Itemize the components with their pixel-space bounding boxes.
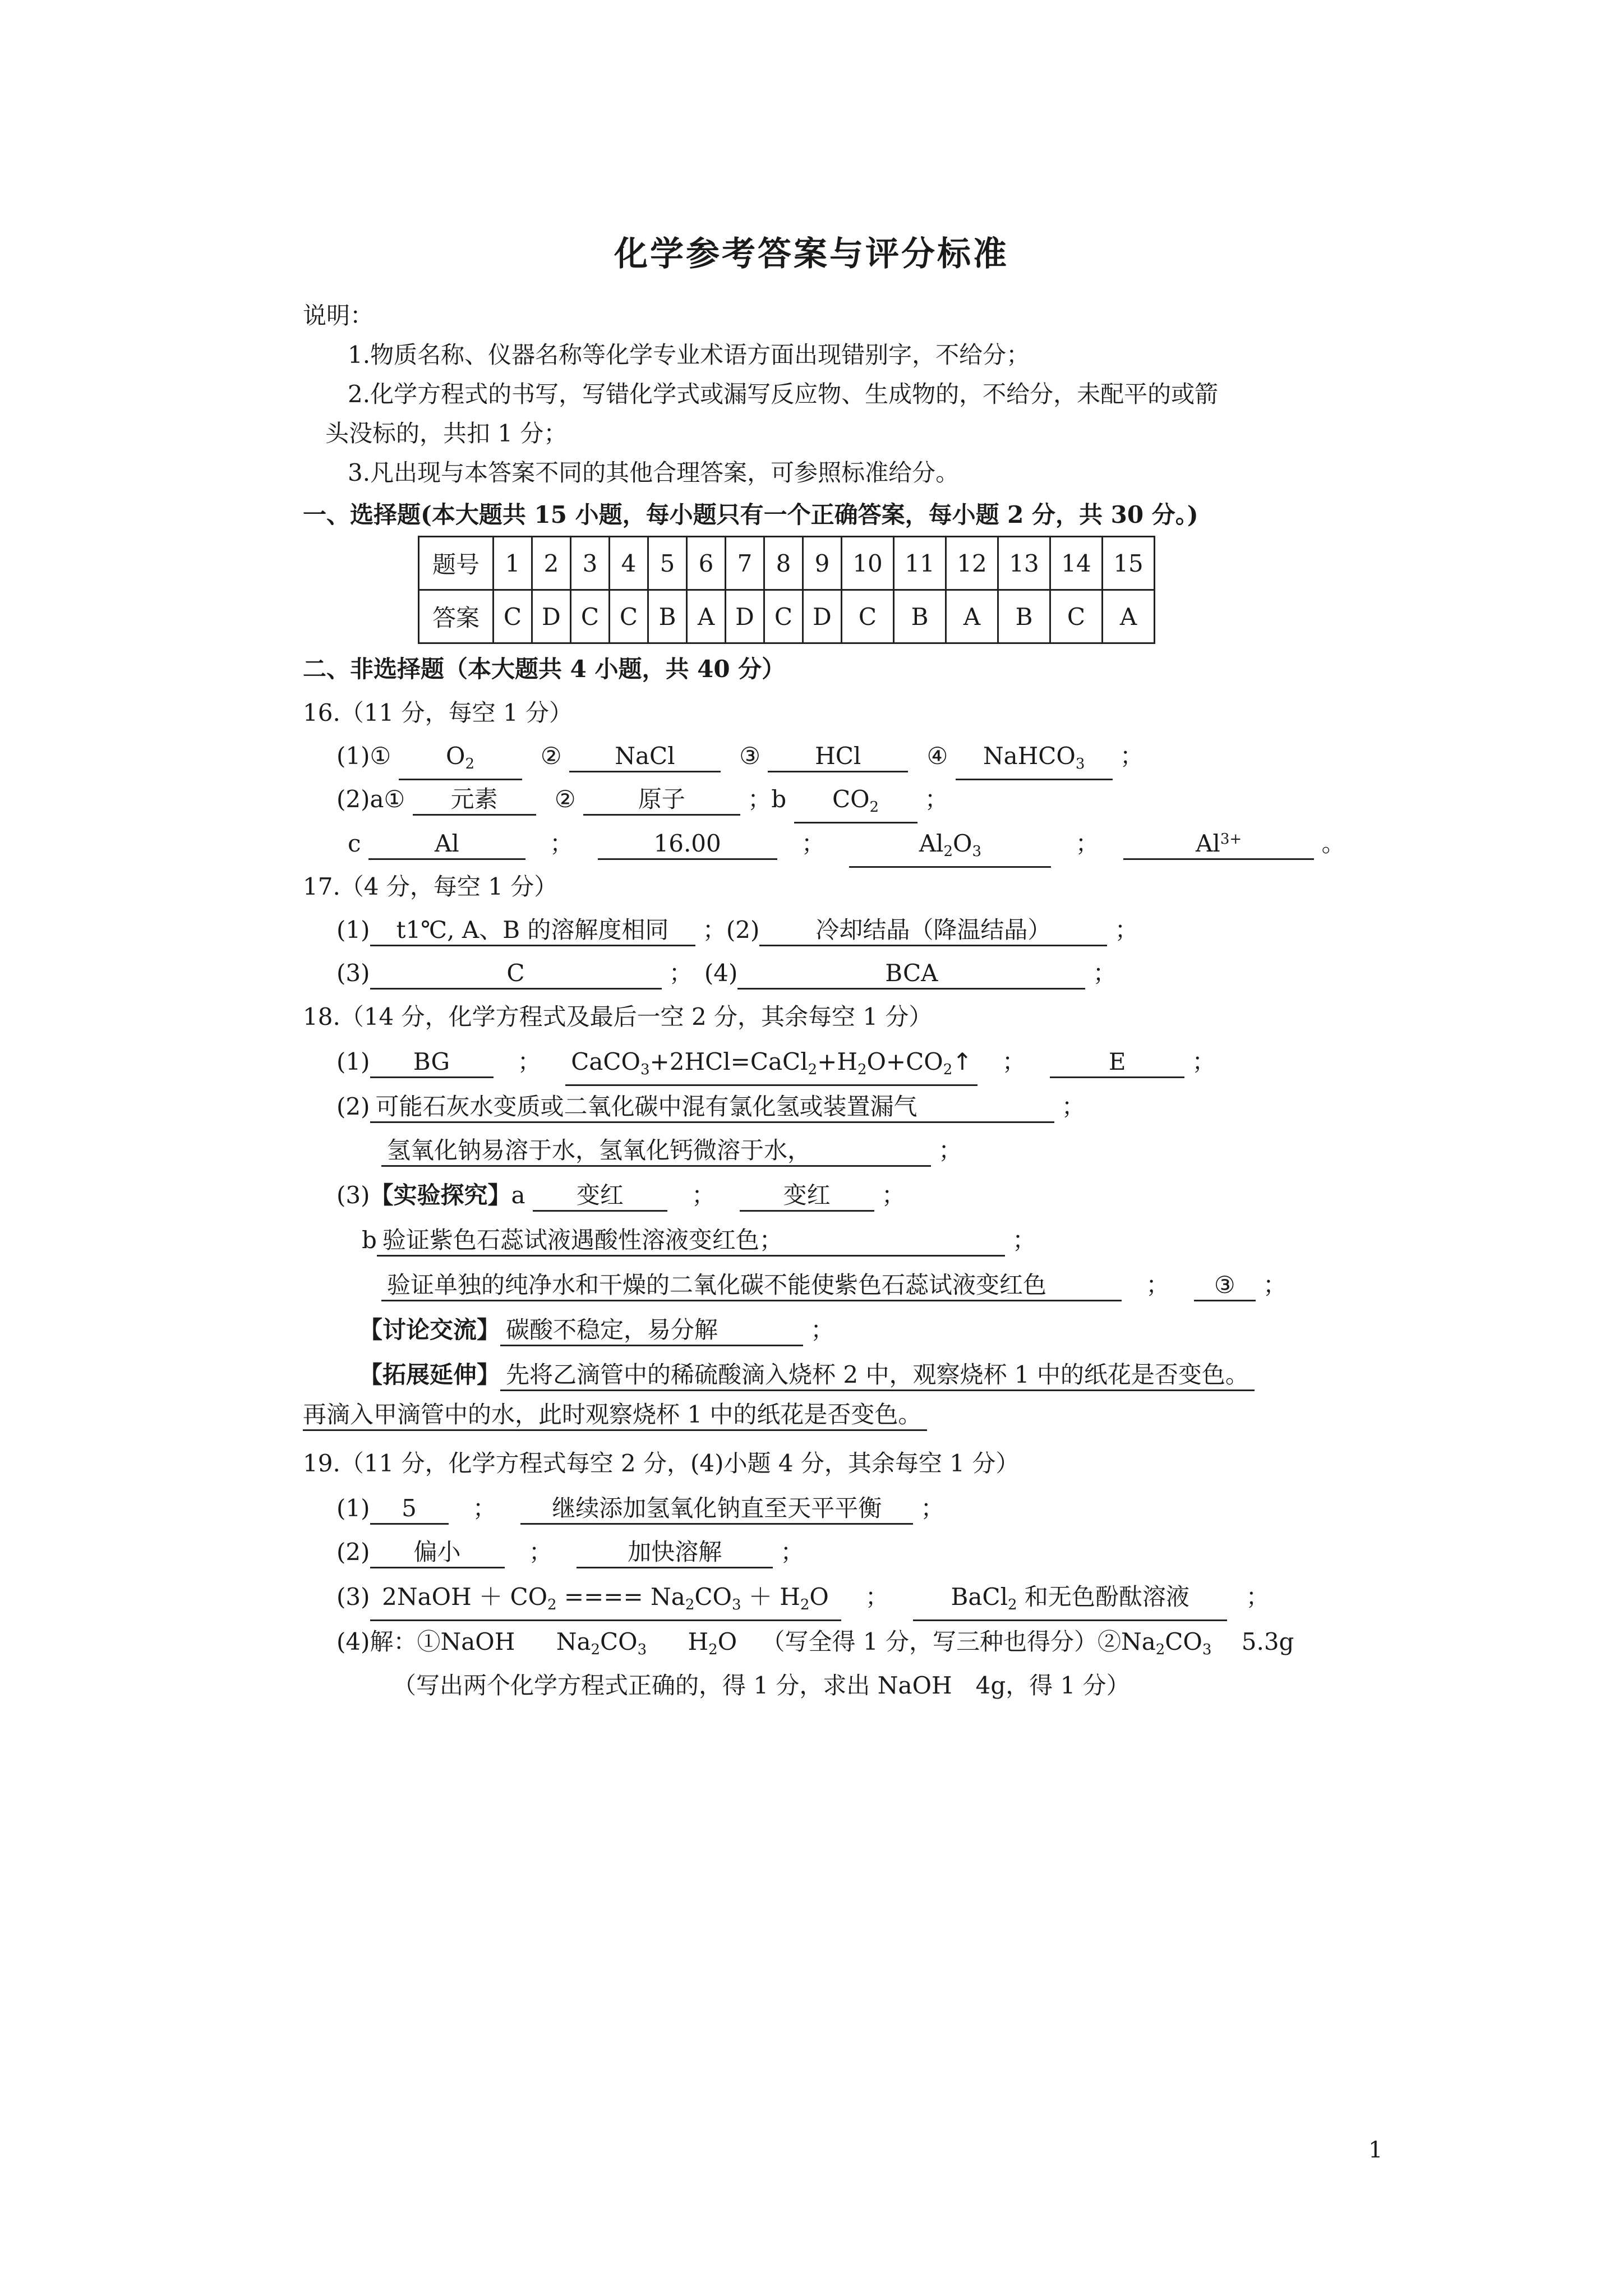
q16-label: c <box>348 830 361 857</box>
q18-answer-5: 氢氧化钠易溶于水，氢氧化钙微溶于水， <box>381 1136 931 1167</box>
q18-answer-11: 碳酸不稳定，易分解 <box>500 1315 803 1346</box>
punct: ； <box>810 1316 834 1343</box>
q16-answer-2: NaCl <box>569 742 721 772</box>
q16-label: ④ <box>926 742 948 770</box>
q18-header: 18.（14 分，化学方程式及最后一空 2 分，其余每空 1 分） <box>303 1003 933 1030</box>
table-cell: 4 <box>610 537 648 590</box>
q16-answer-11: $Al^{3+}$ <box>1123 825 1314 860</box>
punct: ； <box>517 1048 541 1075</box>
q18-label: (2) <box>336 1093 370 1120</box>
table-cell: C <box>610 590 648 643</box>
punct: ； <box>780 1538 804 1566</box>
q16-label: (2)a① <box>336 785 405 813</box>
q19-label: (2) <box>336 1538 370 1566</box>
q18-line5 <box>362 1222 1036 1257</box>
table-row-numbers <box>419 537 1155 590</box>
punct: ； <box>924 785 948 813</box>
table-cell: A <box>1103 590 1155 643</box>
q19-line5: （写出两个化学方程式正确的，得 1 分，求出 NaOH 4g，得 1 分） <box>393 1672 1130 1699</box>
table-cell: 7 <box>726 537 764 590</box>
table-cell: 13 <box>998 537 1050 590</box>
q19-answer-4: 加快溶解 <box>577 1538 773 1568</box>
punct: 。 <box>1321 830 1345 857</box>
table-cell: C <box>494 590 532 643</box>
table-cell: C <box>571 590 610 643</box>
q19-answer-text: $H_2O$ <box>688 1628 737 1658</box>
row-label-number: 题号 <box>419 537 494 590</box>
punct: ； <box>938 1137 962 1164</box>
table-cell: 15 <box>1103 537 1155 590</box>
q18-line4 <box>336 1177 905 1212</box>
table-cell: 2 <box>532 537 571 590</box>
table-row-answers <box>419 590 1155 643</box>
q18-line2 <box>336 1088 1085 1123</box>
table-cell: B <box>648 590 687 643</box>
punct: ； <box>691 1181 716 1209</box>
punct: ； <box>1192 1048 1216 1075</box>
table-cell: 10 <box>842 537 894 590</box>
table-cell: B <box>998 590 1050 643</box>
q16-label: ② <box>554 785 576 813</box>
table-cell: B <box>894 590 946 643</box>
q19-line3 <box>336 1579 1270 1621</box>
table-cell: D <box>726 590 764 643</box>
note-3: 3.凡出现与本答案不同的其他合理答案，可参照标准给分。 <box>348 459 960 486</box>
q16-line2 <box>336 781 948 823</box>
q19-line2 <box>336 1534 804 1568</box>
table-cell: A <box>946 590 998 643</box>
table-cell: 9 <box>803 537 842 590</box>
q16-answer-10: $Al_2O_3$ <box>849 829 1051 868</box>
q16-line1 <box>336 738 1144 780</box>
note-2a: 2.化学方程式的书写，写错化学式或漏写反应物、生成物的，不给分，未配平的或箭 <box>348 380 1219 408</box>
note-1: 1.物质名称、仪器名称等化学专业术语方面出现错别字，不给分； <box>348 341 1030 369</box>
punct: ； <box>801 830 825 857</box>
table-cell: C <box>1050 590 1103 643</box>
table-cell: 6 <box>687 537 726 590</box>
table-cell: 5 <box>648 537 687 590</box>
q19-answer-2: 继续添加氢氧化钠直至天平平衡 <box>520 1494 913 1525</box>
q17-answer-3: C <box>370 959 662 990</box>
q16-answer-8: Al <box>368 829 525 860</box>
q17-answer-4: BCA <box>737 959 1085 990</box>
punct: ； <box>1114 916 1138 944</box>
punct: ； <box>1075 830 1099 857</box>
section-tag: 【实验探究】 <box>370 1181 511 1209</box>
punct: ； <box>882 1181 906 1209</box>
q16-answer-7: $CO_2$ <box>794 785 917 823</box>
q18-label: a <box>511 1181 525 1209</box>
punct: ； <box>920 1494 944 1522</box>
q17-answer-1: t1℃, A、B 的溶解度相同 <box>370 915 695 946</box>
q17-label: ； (4) <box>668 959 738 987</box>
q19-answer-text: 5.3g <box>1241 1628 1294 1655</box>
q18-answer-1: BG <box>370 1047 494 1078</box>
q17-line2 <box>336 955 1117 990</box>
section-tag: 【拓展延伸】 <box>359 1361 501 1388</box>
q18-line7 <box>359 1312 834 1346</box>
punct: ； <box>1263 1271 1287 1299</box>
table-cell: D <box>803 590 842 643</box>
row-label-answer: 答案 <box>419 590 494 643</box>
q18-answer-12b: 再滴入甲滴管中的水，此时观察烧杯 1 中的纸花是否变色。 <box>303 1400 927 1431</box>
q18-line6 <box>381 1267 1287 1301</box>
q19-line4 <box>336 1623 1294 1658</box>
q16-answer-1: $O_2$ <box>399 742 522 780</box>
q19-label: (1) <box>336 1494 370 1522</box>
section2-heading: 二、非选择题（本大题共 4 小题，共 40 分） <box>303 655 786 683</box>
q18-answer-4: 可能石灰水变质或二氧化碳中混有氯化氢或装置漏气 <box>370 1092 1054 1123</box>
punct: ； <box>1146 1271 1170 1299</box>
q19-line1 <box>336 1490 944 1525</box>
q18-label: (1) <box>336 1048 370 1075</box>
q18-line3 <box>381 1132 962 1167</box>
q17-label: (3) <box>336 959 370 987</box>
q19-label: (3) <box>336 1583 370 1611</box>
q16-header: 16.（11 分，每空 1 分） <box>303 699 573 726</box>
table-cell: A <box>687 590 726 643</box>
table-cell: C <box>764 590 803 643</box>
q16-label: ② <box>540 742 562 770</box>
page-number: 1 <box>1368 2137 1383 2163</box>
q18-answer-9: 验证单独的纯净水和干燥的二氧化碳不能使紫色石蕊试液变红色 <box>381 1271 1122 1301</box>
q19-equation: 2NaOH ＋ $CO_2$ ==== $Na_2CO_3 + H_2O$ <box>370 1582 841 1621</box>
q19-header: 19.（11 分，化学方程式每空 2 分，(4)小题 4 分，其余每空 1 分） <box>303 1450 1020 1477</box>
q18-answer-3: E <box>1050 1047 1184 1078</box>
q16-answer-3: HCl <box>768 742 908 772</box>
table-cell: 1 <box>494 537 532 590</box>
table-cell: 12 <box>946 537 998 590</box>
punct: ； <box>1012 1226 1036 1254</box>
q18-line9 <box>303 1400 927 1431</box>
answer-table <box>418 536 1155 644</box>
q17-answer-2: 冷却结晶（降温结晶） <box>759 915 1107 946</box>
punct: ； <box>1002 1048 1026 1075</box>
q18-label: b <box>362 1226 377 1254</box>
q18-answer-12: 先将乙滴管中的稀硫酸滴入烧杯 2 中，观察烧杯 1 中的纸花是否变色。 <box>500 1360 1255 1391</box>
q16-answer-4: NaHCO$_3$ <box>956 742 1113 780</box>
q16-answer-9: 16.00 <box>598 829 777 860</box>
q16-answer-6: 原子 <box>583 785 740 816</box>
q19-answer-text: $Na_2CO_3$ <box>556 1628 647 1658</box>
note-2b: 头没标的，共扣 1 分； <box>325 420 568 447</box>
table-cell: 11 <box>894 537 946 590</box>
q17-label: ；(2) <box>702 916 760 944</box>
punct: ； <box>1120 742 1144 770</box>
table-cell: 3 <box>571 537 610 590</box>
q18-answer-10: ③ <box>1194 1271 1256 1301</box>
q19-answer-text: (4)解：①NaOH <box>336 1628 515 1655</box>
q16-line3 <box>348 825 1345 868</box>
q18-line1 <box>336 1043 1216 1086</box>
punct: ； <box>1092 959 1117 987</box>
q18-answer-8: 验证紫色石蕊试液遇酸性溶液变红色； <box>377 1226 1005 1257</box>
punct: ； <box>528 1538 552 1566</box>
q18-line8 <box>359 1356 1255 1391</box>
section-tag: 【讨论交流】 <box>359 1316 501 1343</box>
q16-answer-5: 元素 <box>413 785 536 816</box>
q17-label: (1) <box>336 916 370 944</box>
punct: ； <box>865 1583 889 1611</box>
page-title: 化学参考答案与评分标准 <box>614 234 1009 274</box>
table-cell: D <box>532 590 571 643</box>
table-cell: 8 <box>764 537 803 590</box>
section1-heading: 一、选择题(本大题共 15 小题，每小题只有一个正确答案，每小题 2 分，共 30 分。) <box>303 501 1198 528</box>
q16-label: ③ <box>739 742 760 770</box>
punct: ； <box>1246 1583 1270 1611</box>
q18-answer-6: 变红 <box>533 1181 667 1212</box>
table-cell: 14 <box>1050 537 1103 590</box>
q16-label: ；b <box>748 785 787 813</box>
q18-answer-7: 变红 <box>740 1181 874 1212</box>
q18-equation: $CaCO_3+2HCl=CaCl_2+H_2O+CO_2↑$ <box>565 1047 978 1086</box>
punct: ； <box>550 830 574 857</box>
q18-label: (3) <box>336 1181 370 1209</box>
q16-label: (1)① <box>336 742 391 770</box>
q19-answer-6: BaCl$_2$ 和无色酚酞溶液 <box>913 1582 1227 1621</box>
q19-answer-3: 偏小 <box>370 1538 505 1568</box>
q19-answer-1: 5 <box>370 1494 449 1525</box>
q17-header: 17.（4 分，每空 1 分） <box>303 873 558 900</box>
q19-answer-text: （写全得 1 分，写三种也得分）$②Na_2CO_3$ <box>761 1628 1212 1658</box>
q17-line1 <box>336 912 1138 946</box>
punct: ； <box>472 1494 496 1522</box>
table-cell: C <box>842 590 894 643</box>
notes-heading: 说明： <box>303 302 374 329</box>
punct: ； <box>1061 1093 1085 1120</box>
